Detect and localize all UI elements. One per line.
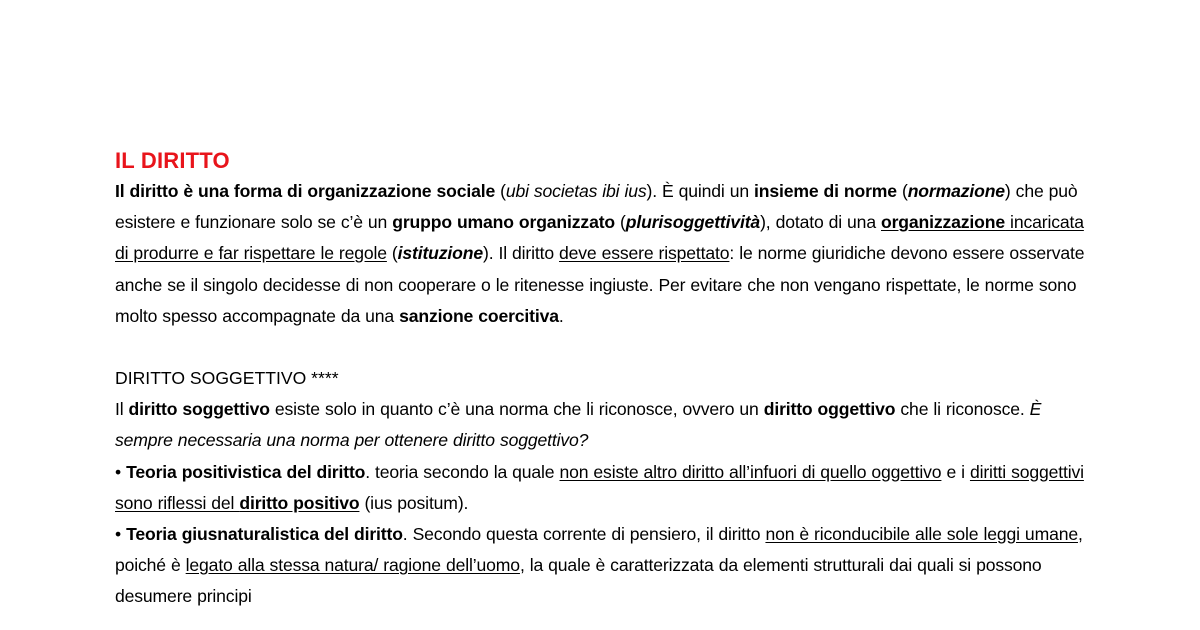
underline-span: legato alla stessa natura/ ragione dell’uomo: [185, 555, 520, 576]
text-span: , la quale è caratterizzata da elementi strutturali dai quali si possono desumere principi: [115, 555, 1042, 607]
document-title: IL DIRITTO: [115, 148, 230, 173]
underline-span: non esiste altro diritto all’infuori di quello oggettivo: [559, 461, 942, 482]
bullet-positivistica: [115, 457, 1090, 519]
bullet-glyph: •: [115, 524, 127, 545]
section-heading: DIRITTO SOGGETTIVO ****: [115, 368, 339, 389]
text-span: esiste solo in quanto c’è una norma che li riconosce, ovvero un: [269, 399, 764, 420]
bold-underline-span: organizzazione: [881, 212, 1006, 233]
text-span: : le norme giuridiche devono essere osservate anche se il singolo decidesse di non cooperare o le ritenesse ingiuste. Per evitare che non vengano rispettate, le norme sono molto spesso accompagnate da una: [115, 243, 1085, 326]
text-span: . teoria secondo la quale: [365, 461, 560, 482]
text-span: (: [615, 212, 626, 233]
bold-italic-span: istituzione: [397, 243, 483, 264]
bold-span: Teoria positivistica del diritto: [126, 461, 366, 482]
bullet-glyph: •: [115, 461, 127, 482]
text-span: che li riconosce.: [895, 399, 1030, 420]
bold-span: diritto positivo: [239, 492, 360, 513]
text-span: , poiché è: [115, 524, 1083, 576]
text-span: (ius positum).: [359, 492, 469, 513]
text-span: . Secondo questa corrente di pensiero, il diritto: [402, 524, 766, 545]
document-body: [115, 146, 1090, 613]
bold-span: sanzione coercitiva: [399, 305, 559, 326]
text-span: .: [558, 305, 564, 326]
underline-span: deve essere rispettato: [559, 243, 730, 264]
text-span: (: [495, 181, 506, 201]
text-span: diritti soggettivi sono riflessi del: [115, 461, 1084, 513]
bold-span: Il diritto è una forma di organizzazione sociale: [115, 181, 496, 201]
underline-span: non è riconducibile alle sole leggi umane: [765, 524, 1078, 545]
text-span: Il: [115, 399, 129, 420]
text-span: ). È quindi un: [646, 181, 755, 201]
bullet-giusnaturalistica: [115, 519, 1090, 613]
text-span: e i: [941, 461, 970, 482]
italic-span: ubi societas ibi ius: [505, 181, 647, 201]
bold-span: Teoria giusnaturalistica del diritto: [126, 524, 403, 545]
underline-span: incaricata di produrre e far rispettare le regole: [115, 212, 1084, 264]
bold-italic-span: normazione: [907, 181, 1005, 201]
text-span: ) che può esistere e funzionare solo se c’è un: [115, 181, 1078, 233]
text-span: ), dotato di una: [760, 212, 881, 233]
text-span: (: [896, 181, 908, 201]
text-span: (: [386, 243, 398, 264]
italic-span: È sempre necessaria una norma per ottenere diritto soggettivo?: [115, 399, 1042, 451]
bold-italic-span: plurisoggettività: [625, 212, 761, 233]
bold-span: diritto soggettivo: [128, 399, 270, 420]
paragraph-gap: [115, 332, 1090, 363]
bold-span: diritto oggettivo: [763, 399, 896, 420]
paragraph-soggettivo: [115, 394, 1090, 456]
bold-span: gruppo umano organizzato: [392, 212, 616, 233]
text-span: ). Il diritto: [482, 243, 560, 264]
paragraph-diritto: [115, 176, 1090, 332]
bold-span: insieme di norme: [754, 181, 897, 201]
